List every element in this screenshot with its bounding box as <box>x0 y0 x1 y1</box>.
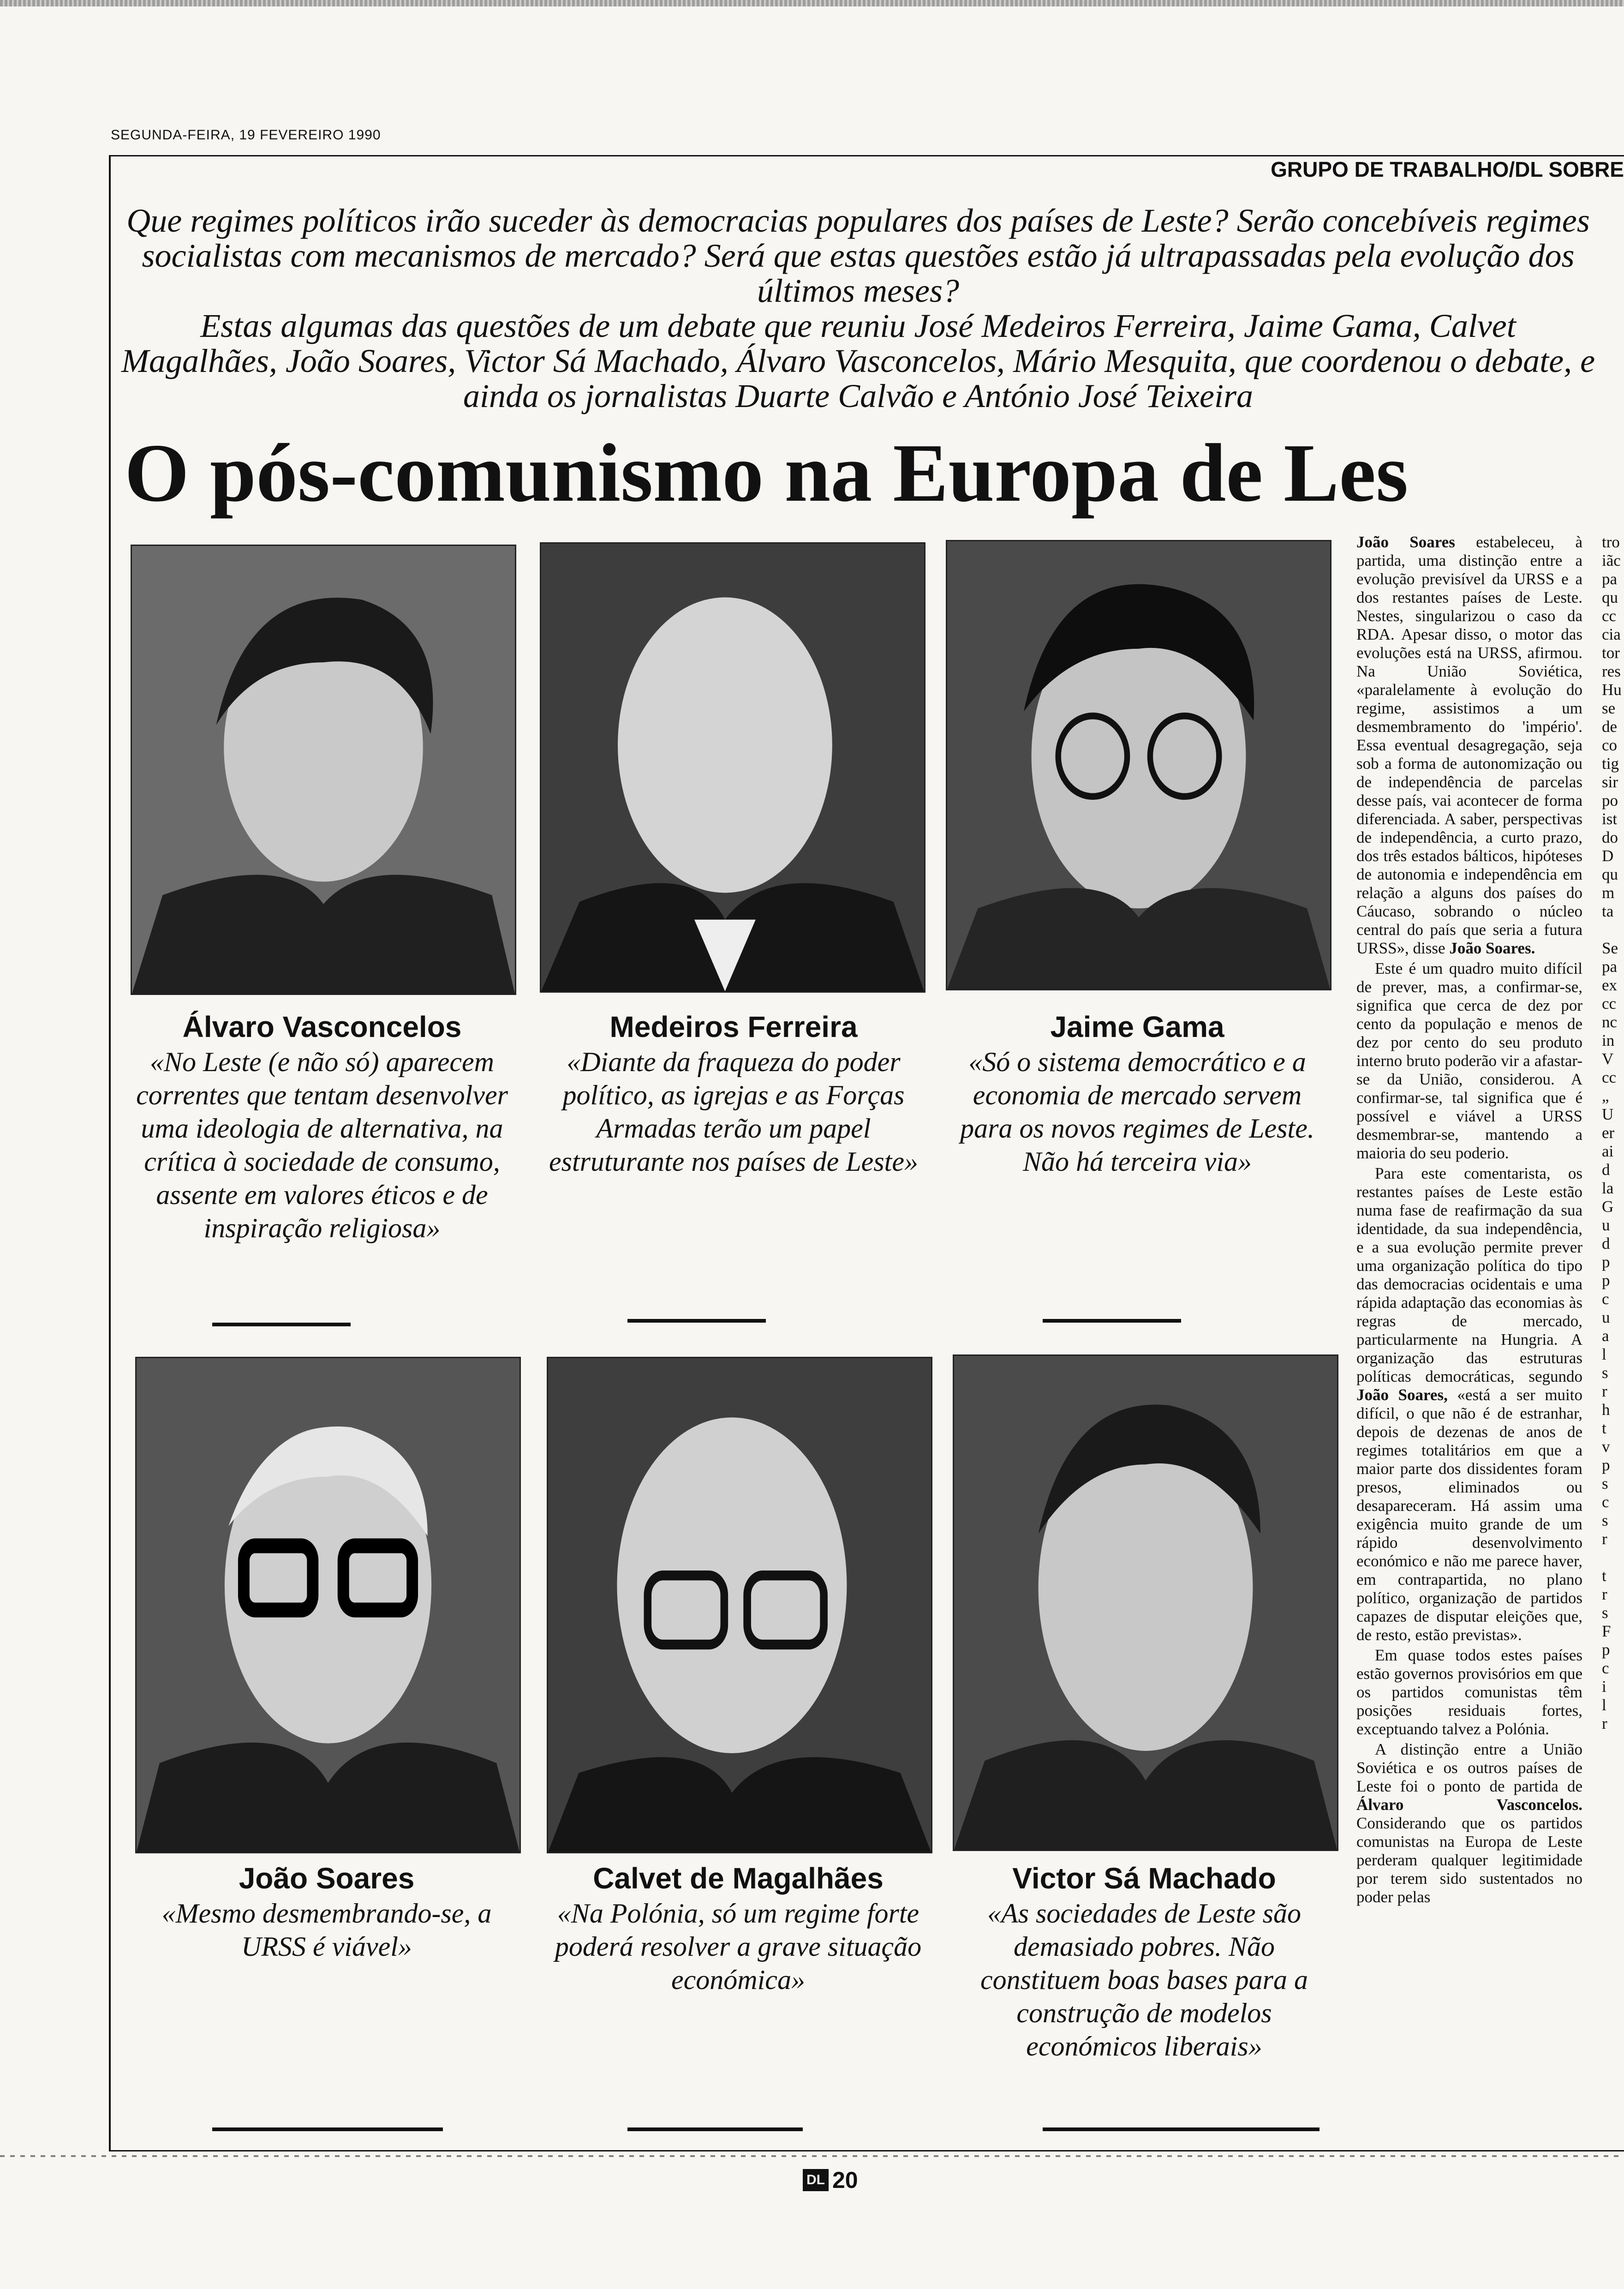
portrait-quote: «Mesmo desmembrando-se, a URSS é viável» <box>161 1898 492 1962</box>
cut-off-line: er <box>1602 1124 1615 1142</box>
caption-joao-soares <box>135 1860 518 1963</box>
cut-off-line: D <box>1602 847 1614 865</box>
cut-off-line: r <box>1602 1530 1607 1548</box>
cut-off-line: t <box>1602 1419 1606 1437</box>
cut-off-line: do <box>1602 828 1618 846</box>
cut-off-line: p <box>1602 1271 1610 1289</box>
cut-off-line: l <box>1602 1696 1606 1714</box>
cut-off-line: Se <box>1602 939 1618 957</box>
cut-off-line: m <box>1602 884 1615 902</box>
cut-off-line: pa <box>1602 958 1618 976</box>
portrait-quote: «As sociedades de Leste são demasiado pobres. Não constituem boas bases para a construção de modelos económicos liberais» <box>980 1898 1308 2061</box>
cut-off-line: c <box>1602 1290 1609 1308</box>
scan-edge <box>0 0 1624 6</box>
portrait-photo-jaime-gama <box>946 540 1331 990</box>
article-paragraph: Em quase todos estes países estão governos provisórios em que os partidos comunistas têm posições residuais fortes, exceptuando talvez a Polónia. <box>1356 1646 1582 1738</box>
cut-off-line: se <box>1602 699 1616 717</box>
cut-off-line: ai <box>1602 1142 1614 1160</box>
caption-alvaro-vasconcelos <box>131 1008 513 1245</box>
dateline: SEGUNDA-FEIRA, 19 FEVEREIRO 1990 <box>111 127 381 143</box>
cut-off-line: cc <box>1602 1068 1617 1086</box>
headline: O pós-comunismo na Europa de Les <box>125 427 1409 519</box>
separator-rule <box>212 1323 351 1326</box>
cut-off-line: s <box>1602 1364 1608 1382</box>
cut-off-line: qu <box>1602 588 1618 606</box>
cut-off-line: iãc <box>1602 551 1621 569</box>
portrait-name: João Soares <box>239 1862 415 1895</box>
cut-off-line: Hu <box>1602 681 1622 699</box>
caption-calvet-de-magalhaes <box>547 1860 930 1996</box>
cut-off-line: V <box>1602 1050 1614 1068</box>
article-paragraph: Este é um quadro muito difícil de prever, mas, a confirmar-se, significa que cerca de dez por cento da população e menos de dez por cento do seu produto interno bruto poderão vir a afastar-se da União, considerou. A confirmar-se, tal significa que é possível e viável a URSS desmembrar-se, mantendo a maioria do seu poderio. <box>1356 959 1582 1162</box>
fold-line <box>0 2155 1624 2157</box>
cut-off-line: „ <box>1602 1087 1609 1105</box>
cut-off-line: cia <box>1602 625 1621 643</box>
cut-off-line: d <box>1602 1161 1610 1179</box>
cut-off-column <box>1602 533 1624 2139</box>
cut-off-line: pa <box>1602 570 1618 588</box>
cut-off-line: u <box>1602 1308 1610 1326</box>
cut-off-line: p <box>1602 1641 1610 1659</box>
separator-rule <box>212 2127 443 2131</box>
portrait-photo-calvet-de-magalhaes <box>547 1357 932 1853</box>
cut-off-line: po <box>1602 791 1618 809</box>
cut-off-line: c <box>1602 1659 1609 1677</box>
page-number <box>803 2167 858 2193</box>
cut-off-line: c <box>1602 1493 1609 1511</box>
portrait-quote: «Diante da fraqueza do poder político, as igrejas e as Forças Armadas terão um papel estruturante nos países de Leste» <box>549 1047 918 1177</box>
cut-off-line <box>1602 1548 1624 1567</box>
cut-off-line: a <box>1602 1327 1609 1345</box>
cut-off-line: r <box>1602 1585 1607 1603</box>
separator-rule <box>1043 2127 1320 2131</box>
cut-off-line: ex <box>1602 976 1618 994</box>
cut-off-line: F <box>1602 1622 1611 1640</box>
portrait-photo-medeiros-ferreira <box>540 542 925 993</box>
cut-off-line: r <box>1602 1714 1607 1732</box>
cut-off-line: u <box>1602 1216 1610 1234</box>
article-paragraph: Para este comentarista, os restantes países de Leste estão numa fase de reafirmação da sua identidade, da sua independência, e a sua evolução permite prever uma organização política do tipo das democracias ocidentais e uma rápida adaptação das economias às regras de mercado, particularmente na Hungria. A organização das estruturas políticas democráticas, segundo João Soares, «está a ser muito difícil, o que não é de estranhar, depois de dezenas de anos de regimes totalitários em que a maior parte dos dissidentes foram presos, eliminados ou desapareceram. Há assim uma exigência muito grande de um rápido desenvolvimento económico e não me parece haver, em contrapartida, no plano político, organização de partidos capazes de disputar eleições que, de resto, estão previstas». <box>1356 1164 1582 1644</box>
portrait-name: Álvaro Vasconcelos <box>182 1010 462 1043</box>
cut-off-line: s <box>1602 1511 1608 1529</box>
separator-rule <box>627 1319 766 1323</box>
caption-jaime-gama <box>946 1008 1329 1178</box>
cut-off-line: s <box>1602 1604 1608 1622</box>
portrait-name: Jaime Gama <box>1050 1010 1224 1043</box>
portrait-photo-joao-soares <box>135 1357 521 1853</box>
cut-off-line: tor <box>1602 644 1620 662</box>
page-number-text: 20 <box>832 2167 858 2193</box>
cut-off-line: v <box>1602 1438 1610 1456</box>
lede-questions: Que regimes políticos irão suceder às democracias populares dos países de Leste? Serão concebíveis regimes socialistas com mecanismos de mercado? Será que estas questões estão já ultrapassadas pela evolução dos últimos meses? <box>126 202 1590 309</box>
article-paragraph: A distinção entre a União Soviética e os outros países de Leste foi o ponto de partida de Álvaro Vasconcelos. Considerando que os partidos comunistas na Europa de Leste perderam qualquer legitimidade por terem sido sustentados no poder pelas <box>1356 1740 1582 1906</box>
cut-off-line: d <box>1602 1234 1610 1252</box>
cut-off-line: i <box>1602 1678 1606 1696</box>
portrait-quote: «Na Polónia, só um regime forte poderá resolver a grave situação económica» <box>555 1898 922 1995</box>
cut-off-line: de <box>1602 718 1618 736</box>
cut-off-line: tig <box>1602 755 1619 773</box>
cut-off-line: cc <box>1602 995 1617 1013</box>
cut-off-line: t <box>1602 1567 1606 1585</box>
section-header: GRUPO DE TRABALHO/DL SOBRE <box>1271 157 1624 181</box>
separator-rule <box>1043 1319 1181 1323</box>
cut-off-line: r <box>1602 1382 1607 1400</box>
article-column <box>1356 533 1582 2139</box>
cut-off-line: ist <box>1602 810 1618 828</box>
cut-off-line: nc <box>1602 1013 1618 1031</box>
cut-off-line: sir <box>1602 773 1618 791</box>
cut-off-line: p <box>1602 1253 1610 1271</box>
cut-off-line: res <box>1602 662 1621 680</box>
cut-off-line: in <box>1602 1031 1615 1049</box>
cut-off-line: qu <box>1602 865 1618 883</box>
caption-medeiros-ferreira <box>542 1008 925 1178</box>
cut-off-line: ta <box>1602 902 1614 920</box>
cut-off-line: U <box>1602 1105 1614 1123</box>
portrait-quote: «Só o sistema democrático e a economia de mercado servem para os novos regimes de Leste. Não há terceira via» <box>960 1047 1314 1177</box>
portrait-photo-victor-sa-machado <box>953 1354 1338 1851</box>
portrait-quote: «No Leste (e não só) aparecem correntes que tentam desenvolver uma ideologia de alternativa, na crítica à sociedade de consumo, assente em valores éticos e de inspiração religiosa» <box>136 1047 508 1243</box>
lede-participants: Estas algumas das questões de um debate que reuniu José Medeiros Ferreira, Jaime Gama, Calvet Magalhães, João Soares, Victor Sá Machado, Álvaro Vasconcelos, Mário Mesquita, que coordenou o debate, e ainda os jornalistas Duarte Calvão e António José Teixeira <box>121 307 1595 414</box>
cut-off-line: la <box>1602 1179 1614 1197</box>
cut-off-line: tro <box>1602 533 1620 551</box>
portrait-name: Calvet de Magalhães <box>593 1862 884 1895</box>
caption-victor-sa-machado <box>953 1860 1336 2063</box>
separator-rule <box>627 2127 803 2131</box>
portrait-photo-alvaro-vasconcelos <box>131 545 516 995</box>
cut-off-line: cc <box>1602 607 1617 625</box>
cut-off-line: G <box>1602 1198 1614 1216</box>
cut-off-line: p <box>1602 1456 1610 1474</box>
cut-off-line: s <box>1602 1474 1608 1492</box>
portrait-name: Medeiros Ferreira <box>609 1010 858 1043</box>
cut-off-line: l <box>1602 1345 1606 1363</box>
cut-off-line <box>1602 921 1624 939</box>
lede <box>120 203 1596 413</box>
article-paragraph: João Soares estabeleceu, à partida, uma distinção entre a evolução previsível da URSS e a dos restantes países de Leste. Nestes, singularizou o caso da RDA. Apesar disso, o motor das evoluções está na URSS, afirmou. Na União Soviética, «paralelamente à evolução do regime, assistimos a um desmembramento do 'império'. Essa eventual desagregação, seja sob a forma de autonomização ou de independência de parcelas desse país, vai acontecer de forma diferenciada. A saber, perspectivas de independência, a curto prazo, dos três estados bálticos, hipóteses de autonomia e independência em relação a alguns dos países do Cáucaso, sobrando o núcleo central do país que seria a futura URSS», disse João Soares. <box>1356 533 1582 957</box>
publication-logo: DL <box>803 2169 829 2191</box>
cut-off-line: co <box>1602 736 1618 754</box>
portrait-name: Victor Sá Machado <box>1012 1862 1276 1895</box>
cut-off-line: h <box>1602 1401 1610 1419</box>
